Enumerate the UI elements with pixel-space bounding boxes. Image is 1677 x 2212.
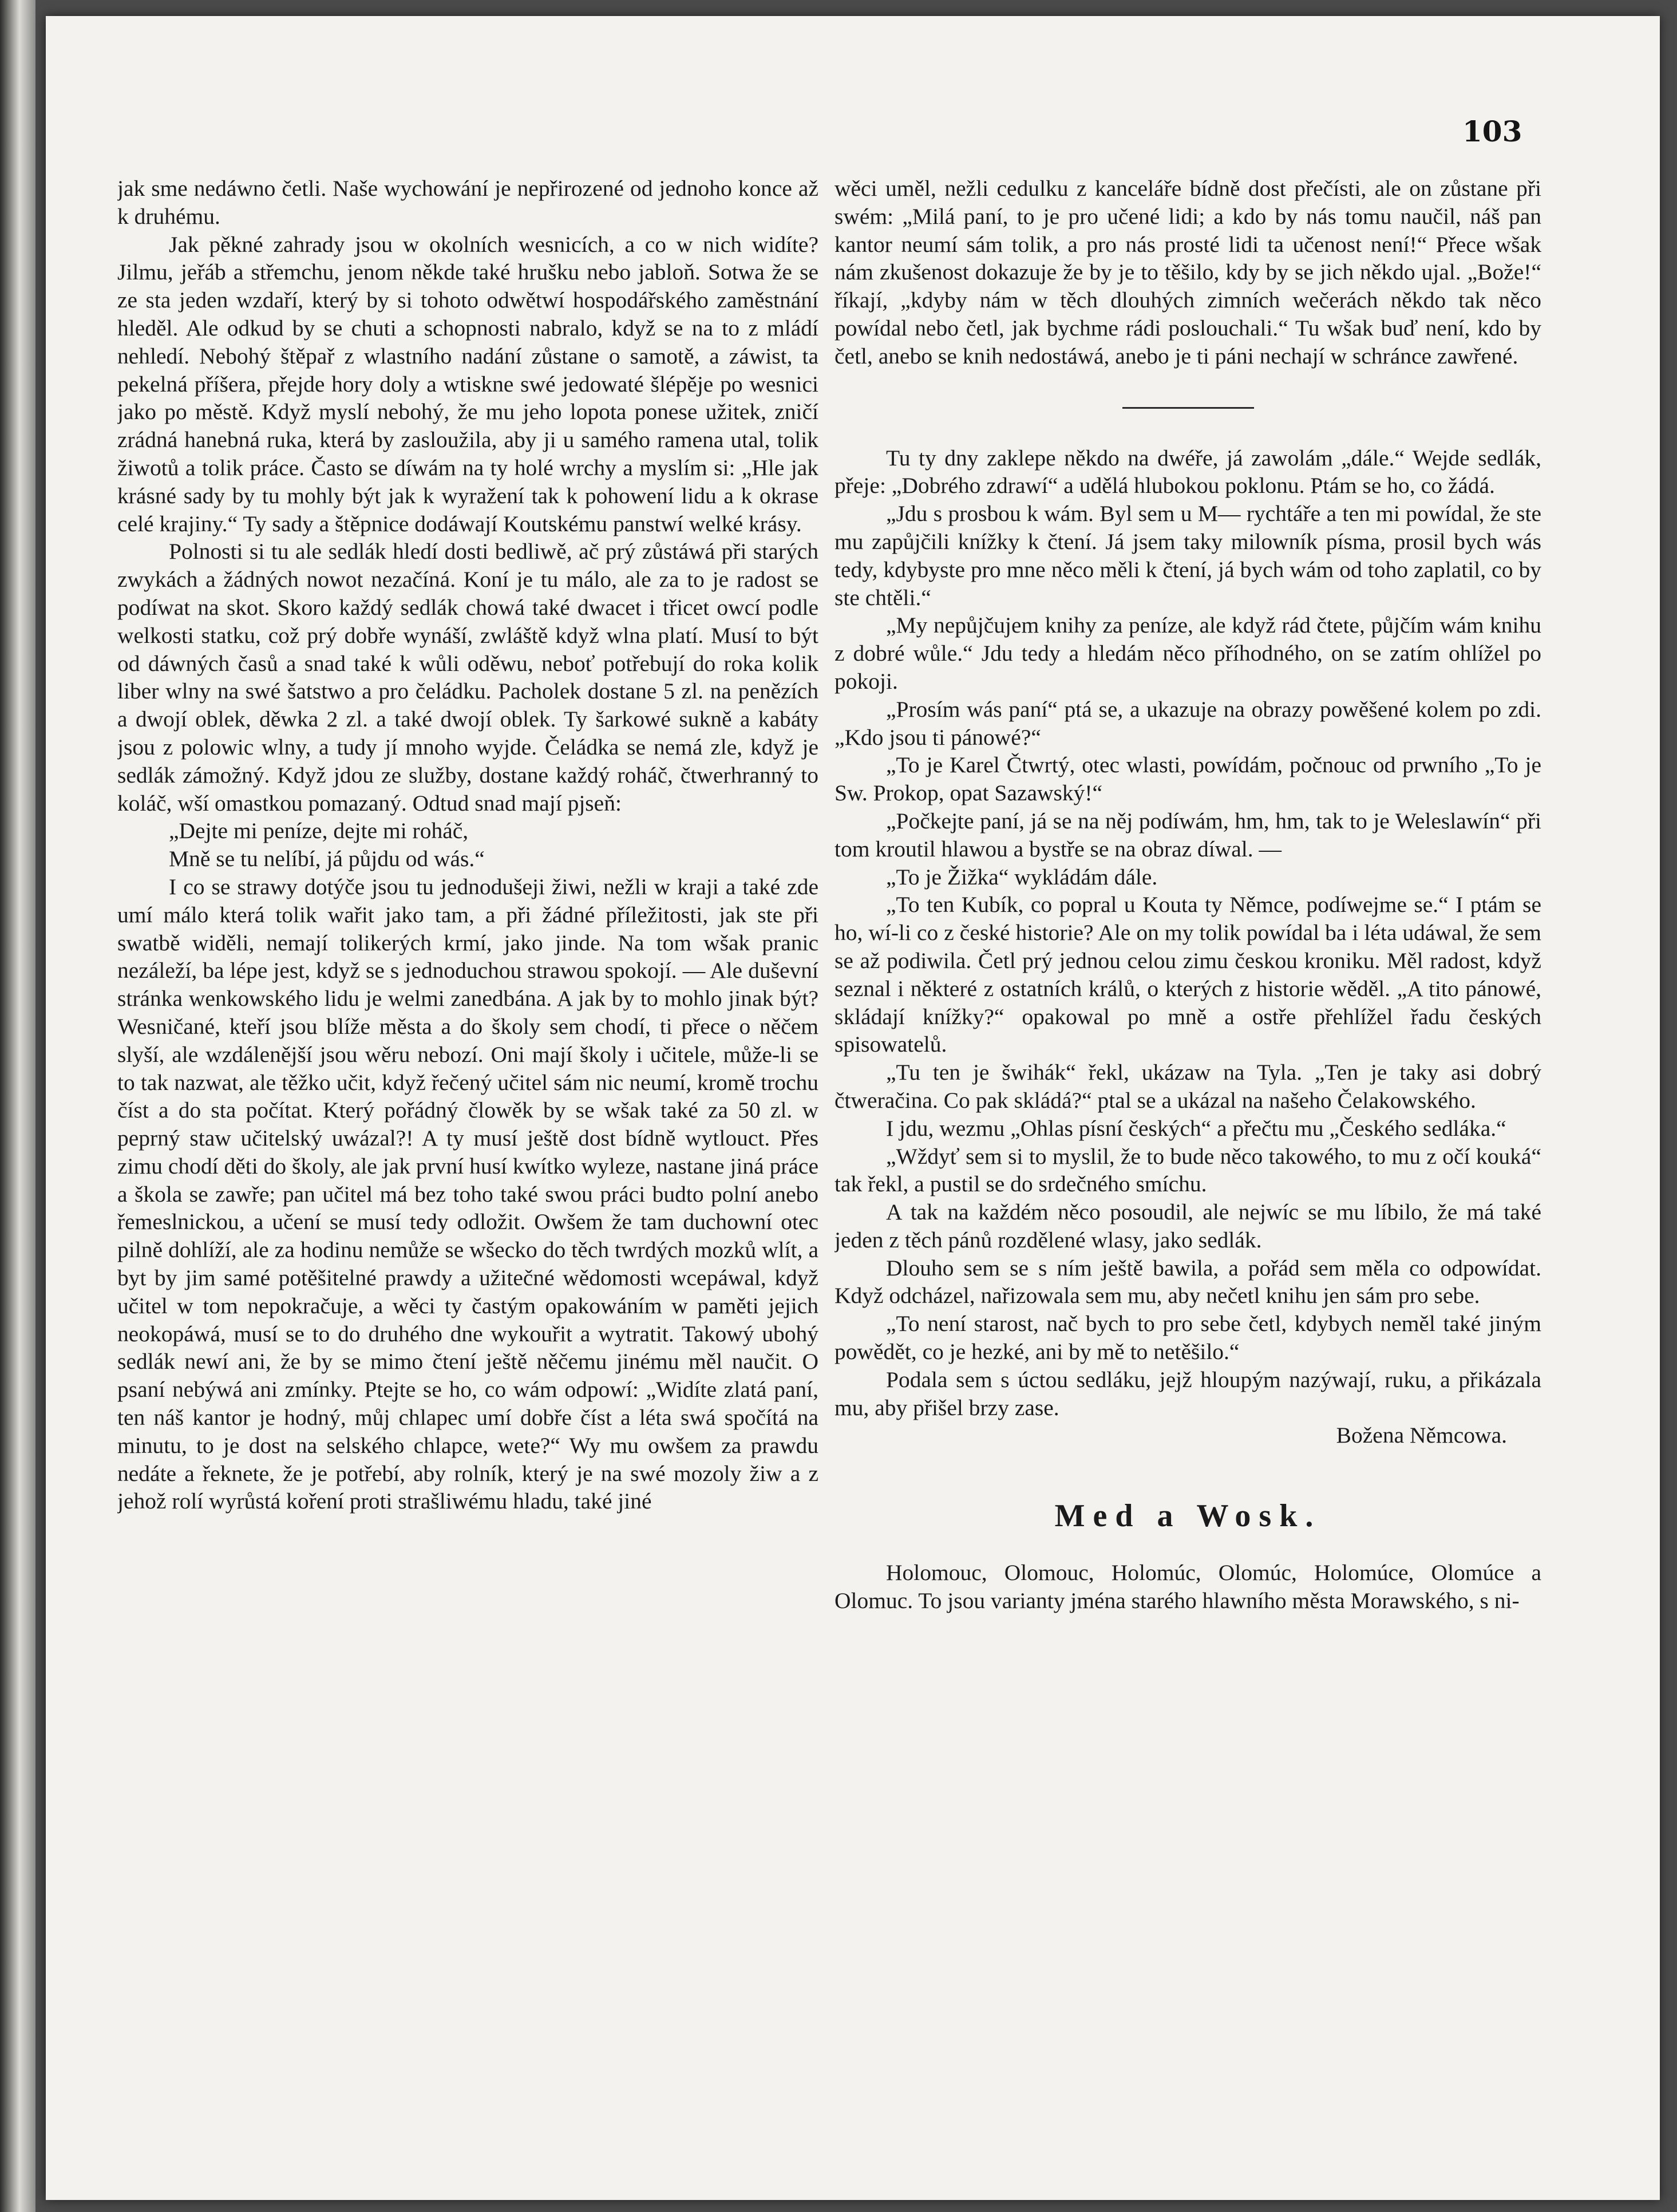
paragraph: Podala sem s úctou sedláku, jejž hloupým nazýwají, ruku, a přikázala mu, aby přišel brzy zase. xyxy=(834,1366,1541,1420)
paragraph: Tu ty dny zaklepe někdo na dwéře, já zawolám „dále.“ Wejde sedlák, přeje: „Dobrého zdrawí“ a udělá hlubokou poklonu. Ptám se ho, co žádá. xyxy=(834,445,1541,499)
paragraph: Jak pěkné zahrady jsou w okolních wesnicích, a co w nich widíte? Jilmu, jeřáb a střemchu, jenom někde také hrušku nebo jabloň. Sotwa že se ze sta jeden wzdaří, který by si tohoto odwětwí hospodářského zaměstnání hleděl. Ale odkud by se chuti a schopnosti nabralo, když se na to z mládí nehledí. Nebohý štěpař z wlastního nadání zůstane o samotě, a záwist, ta pekelná příšera, přejde hory doly a wtiskne swé jedowaté šlépěje po wesnici jako po městě. Když myslí nebohý, že mu jeho lopota ponese užitek, zničí zrádná hanebná ruka, která by zasloužila, aby ji u samého ramena utal, tolik žiwotů a tolik práce. Často se díwám na ty holé wrchy a myslím si: „Hle jak krásné sady by tu mohly být jak k wyražení tak k pohowení lidu a k okrase celé krajiny.“ Ty sady a štěpnice dodáwají Koutskému panstwí welké krásy. xyxy=(117,231,818,536)
adjacent-page-edge xyxy=(0,0,35,2212)
left-column xyxy=(117,175,818,2081)
paragraph: „Wždyť sem si to myslil, že to bude něco takowého, to mu z očí kouká“ tak řekl, a pustil se do srdečného smíchu. xyxy=(834,1143,1541,1197)
paragraph: „Počkejte paní, já se na něj podíwám, hm, hm, tak to je Weleslawín“ při tom kroutil hlawou a bystře se na obraz díwal. — xyxy=(834,808,1541,862)
paragraph: Holomouc, Olomouc, Holomúc, Olomúc, Holomúce, Olomúce a Olomuc. To jsou varianty jména starého hlawního města Morawského, s ni- xyxy=(834,1560,1541,1613)
author-signature: Božena Němcowa. xyxy=(1336,1423,1507,1448)
paragraph: „Prosím wás paní“ ptá se, a ukazuje na obrazy powěšené kolem po zdi. „Kdo jsou ti pánowé?“ xyxy=(834,696,1541,750)
section-title: Med a Wosk. xyxy=(1054,1498,1322,1534)
paragraph: „Jdu s prosbou k wám. Byl sem u M— rychtáře a ten mi powídal, že ste mu zapůjčili knížky k čtení. Já jsem taky milowník písma, prosil bych wás tedy, kdybyste pro mne něco měli k čtení, já bych wám od toho zaplatil, co by ste chtěli.“ xyxy=(834,501,1541,610)
paragraph: Dlouho sem se s ním ještě bawila, a pořád sem měla co odpowídat. Když odcházel, nařizowala sem mu, aby nečetl knihu jen sám pro sebe. xyxy=(834,1255,1541,1309)
section-divider xyxy=(1122,407,1254,409)
paragraph: wěci uměl, nežli cedulku z kanceláře bídně dost přečísti, ale on zůstane při swém: „Milá paní, to je pro učené lidi; a kdo by nás tomu naučil, náš pan kantor neumí sám tolik, a pro nás prosté lidi ta učenost není!“ Přece wšak nám zkušenost dokazuje že by je to těšilo, kdy by se jich někdo ujal. „Bože!“ říkají, „kdyby nám w těch dlouhých zimních wečerách někdo tak něco powídal nebo četl, jak bychme rádi poslouchali.“ Tu wšak buď není, kdo by četl, anebo se knih nedostáwá, anebo je ti páni nechají w schránce zawřené. xyxy=(834,176,1541,369)
paragraph: I co se strawy dotýče jsou tu jednodušeji žiwi, nežli w kraji a také zde umí málo která tolik wařit jako tam, a při žádné příležitosti, jak ste při swatbě widěli, nemají tolikerých krmí, jako jinde. Na tom wšak pranic nezáleží, ba lépe jest, když se s jednoduchou strawou spokojí. — Ale duševní stránka wenkowského lidu je welmi zanedbána. A jak by to mohlo jinak být? Wesničané, kteří jsou blíže města a do školy sem chodí, ti přece o něčem slyší, ale wzdálenější jsou wěru nebozí. Oni mají školy i učitele, může-li se to tak nazwat, ale těžko učit, když řečený učitel sám nic neumí, kromě trochu číst a do sta počítat. Který pořádný člowěk by se wšak také za 50 zl. w peprný staw učitelský uwázal?! A ty musí ještě dost bídně wytlouct. Přes zimu chodí děti do školy, ale jak první husí kwítko wyleze, nastane jiná práce a škola se zawře; pan učitel má bez toho také swou práci budto polní anebo řemeslnickou, a učení se musí tedy odložit. Owšem že tam duchowní otec pilně dohlíží, ale za hodinu nemůže se wšecko do těch twrdých mozků wlít, a byt by jim samé potěšitelné prawdy a užitečné wědomosti wcepáwal, když učitel w tom nepokračuje, a wěci ty častým opakowáním w paměti jejich neokopáwá, musí se to do druhého dne wykouřit a wytratit. Takowý ubohý sedlák newí ani, že by se mimo čtení ještě něčemu jinému měl naučit. O psaní nebýwá ani zmínky. Ptejte se ho, co wám odpowí: „Widíte zlatá paní, ten náš kantor je hodný, můj chlapec umí dobře číst a léta swá spočítá na minutu, to je dost na selského chlapce, wete?“ Wy mu owšem za prawdu nedáte a řeknete, že je potřebí, aby rolník, který je na swé mozoly žiw a z jehož rolí wyrůstá koření proti strašliwému hladu, také jiné xyxy=(117,874,818,1514)
paragraph: I jdu, wezmu „Ohlas písní českých“ a přečtu mu „Českého sedláka.“ xyxy=(886,1115,1506,1141)
page-number: 103 xyxy=(1462,114,1522,148)
verse-line: Mně se tu nelíbí, já půjdu od wás.“ xyxy=(169,846,485,872)
paragraph: „My nepůjčujem knihy za peníze, ale když rád čtete, půjčím wám knihu z dobré wůle.“ Jdu tedy a hledám něco příhodného, on se zatím ohlížel po pokoji. xyxy=(834,613,1541,694)
verse-line: „Dejte mi peníze, dejte mi roháč, xyxy=(169,818,469,844)
paragraph: „To ten Kubík, co popral u Kouta ty Němce, podíwejme se.“ I ptám se ho, wí-li co z české historie? Ale on my tolik powídal ba i léta udáwal, že sem se až podiwila. Četl prý jednou celou zimu českou kroniku. Měl radost, když seznal i některé z ostatních králů, o kterých z historie wěděl. „A tito pánowé, skládají knížky?“ opakowal po mně a ostře přehlížel řadu českých spisowatelů. xyxy=(834,892,1541,1057)
paragraph: „To není starost, nač bych to pro sebe četl, kdybych neměl také jiným powědět, co je hezké, ani by mě to netěšilo.“ xyxy=(834,1311,1541,1365)
paragraph: Polnosti si tu ale sedlák hledí dosti bedliwě, ač prý zůstáwá při starých zwykách a žádných nowot nezačíná. Koní je tu málo, ale za to je radost se podíwat na skot. Skoro každý sedlák chowá také dwacet i třicet owcí podle welkosti statku, což prý dobře wynáší, zwláště když wlna platí. Musí to být od dáwných časů a snad také k wůli oděwu, neboť potřebují do roka kolik liber wlny na swé šatstwo a pro čeládku. Pacholek dostane 5 zl. na penězích a dwojí oblek, děwka 2 zl. a také dwojí oblek. Ty šarkowé sukně a kabáty jsou z polowic wlny, a tudy jí mnoho wyjde. Čeládka se nemá zle, když je sedlák zámožný. Když jdou ze služby, dostane každý roháč, čtwerhranný to koláč, wší omastkou pomazaný. Odtud snad mají pjseň: xyxy=(117,539,818,816)
paragraph: „Tu ten je šwihák“ řekl, ukázaw na Tyla. „Ten je taky asi dobrý čtweračina. Co pak skládá?“ ptal se a ukázal na našeho Čelakowského. xyxy=(834,1060,1541,1113)
paragraph: jak sme nedáwno četli. Naše wychowání je nepřirozené od jednoho konce až k druhému. xyxy=(117,176,818,229)
paragraph: „To je Žižka“ wykládám dále. xyxy=(886,864,1158,890)
paragraph: A tak na každém něco posoudil, ale nejwíc se mu líbilo, že má také jeden z těch pánů rozdělené wlasy, jako sedlák. xyxy=(834,1199,1541,1253)
paragraph: „To je Karel Čtwrtý, otec wlasti, powídám, počnouc od prwního „To je Sw. Prokop, opat Sazawský!“ xyxy=(834,752,1541,806)
right-column xyxy=(834,175,1541,2081)
